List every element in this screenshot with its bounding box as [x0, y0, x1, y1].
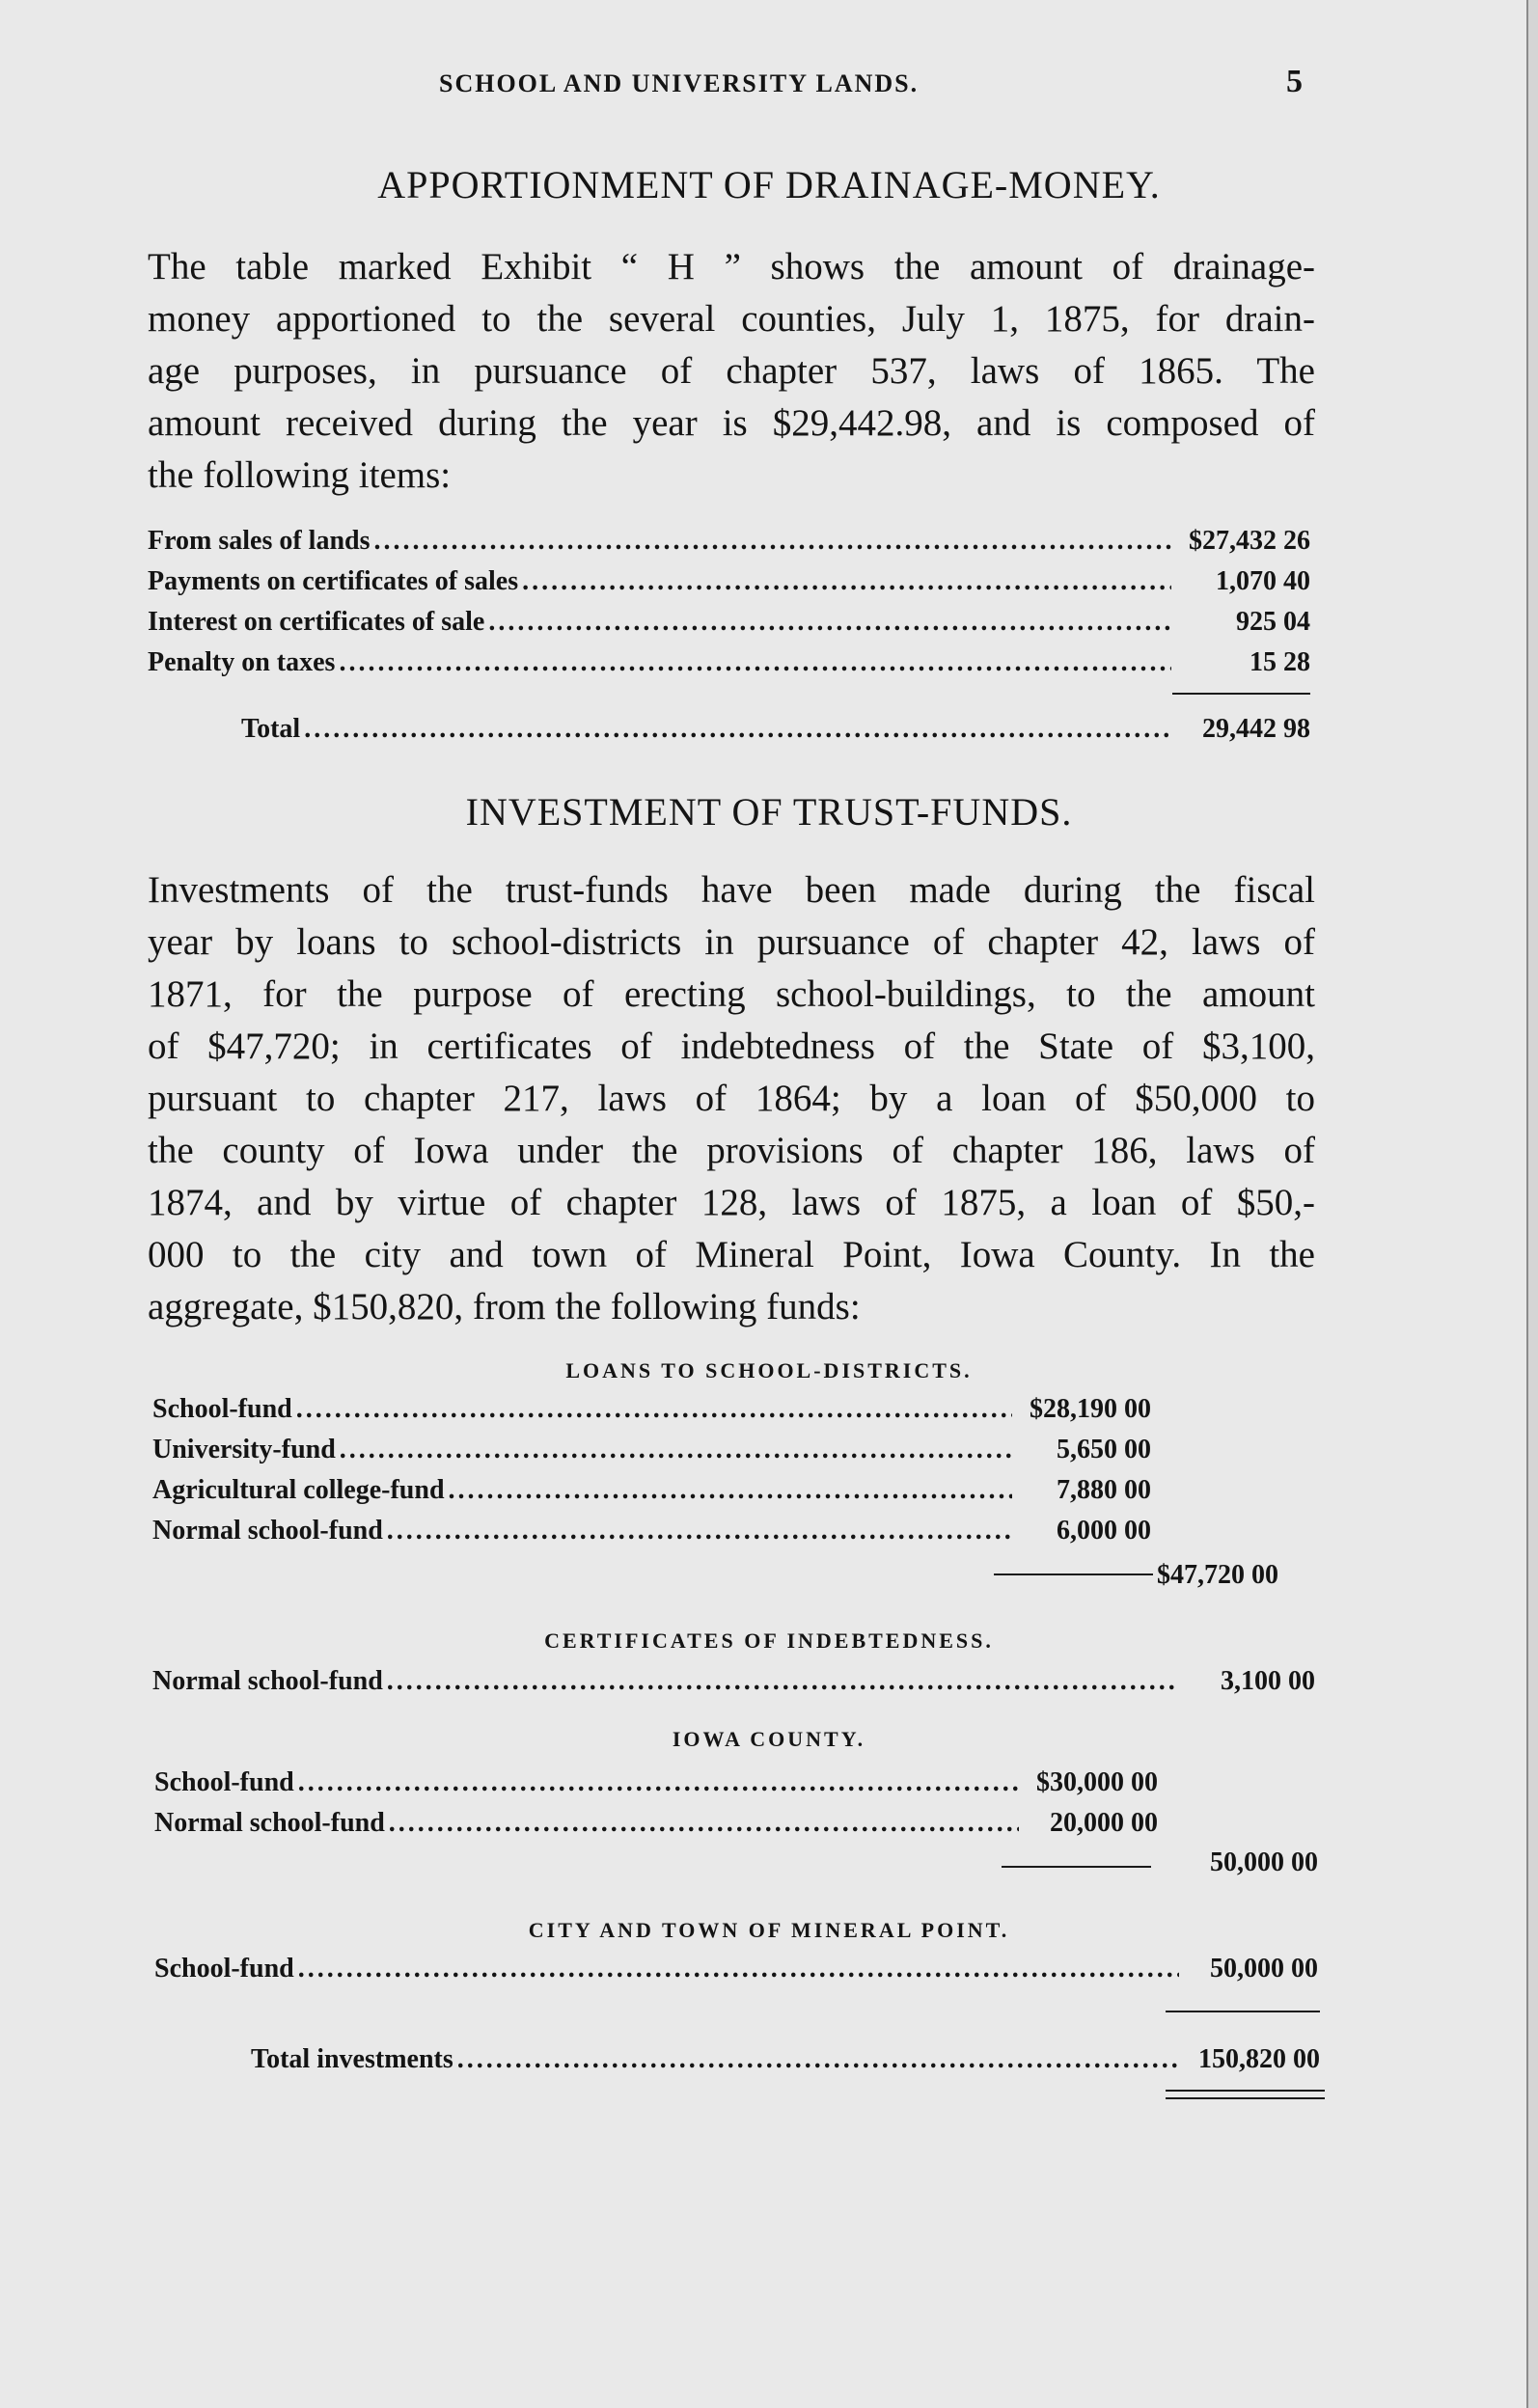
table-row	[152, 1511, 1151, 1551]
double-rule-bottom	[1166, 2097, 1325, 2099]
table-row	[152, 1389, 1151, 1430]
leader-dots	[389, 1803, 1019, 1844]
paragraph-line: the county of Iowa under the provisions of chapter 186, laws of	[148, 1130, 1315, 1171]
item-amount: 5,650 00	[1057, 1435, 1151, 1464]
paragraph-line: money apportioned to the several counties, July 1, 1875, for drain-	[148, 298, 1315, 340]
leader-dots	[298, 1949, 1179, 1989]
item-label: Penalty on taxes	[148, 647, 336, 677]
item-amount: 50,000 00	[1210, 1954, 1318, 1984]
table-row	[148, 561, 1310, 602]
leader-dots	[488, 602, 1171, 643]
table-row	[152, 1430, 1151, 1470]
item-amount: 925 04	[1236, 607, 1310, 637]
item-label: School-fund	[154, 1954, 294, 1984]
table-row	[148, 602, 1310, 643]
item-label: From sales of lands	[148, 526, 371, 556]
leader-dots	[339, 643, 1171, 683]
running-head-title: SCHOOL AND UNIVERSITY LANDS.	[439, 69, 920, 97]
subtotal-rule	[994, 1573, 1153, 1575]
section-heading-investment: INVESTMENT OF TRUST-FUNDS.	[465, 790, 1073, 834]
item-label: Interest on certificates of sale	[148, 607, 485, 637]
loans-subtotal-row	[994, 1555, 1315, 1596]
total-amount: 150,820 00	[1198, 2044, 1320, 2074]
item-label: Normal school-fund	[154, 1808, 385, 1838]
subtotal-amount: $47,720 00	[1157, 1560, 1278, 1590]
subtotal-amount: 50,000 00	[1210, 1847, 1318, 1877]
leader-dots	[374, 521, 1172, 561]
leader-dots	[449, 1470, 1012, 1511]
sum-rule	[1166, 2011, 1320, 2012]
paragraph-line: aggregate, $150,820, from the following funds:	[148, 1286, 861, 1327]
paragraph-line: Investments of the trust-funds have been made during the fiscal	[148, 869, 1315, 911]
table-row	[152, 1661, 1315, 1702]
paragraph-investment	[148, 864, 1315, 1333]
table-row	[154, 1763, 1158, 1803]
drainage-items-table	[148, 521, 1310, 683]
total-label: Total	[241, 714, 301, 744]
paragraph-line: 1871, for the purpose of erecting school-buildings, to the amount	[148, 973, 1315, 1015]
table-row	[154, 1803, 1158, 1844]
leader-dots	[387, 1661, 1176, 1702]
item-label: Payments on certificates of sales	[148, 566, 519, 596]
item-amount: 3,100 00	[1221, 1666, 1315, 1696]
subheading-loans: LOANS TO SCHOOL-DISTRICTS.	[565, 1358, 973, 1382]
item-label: University-fund	[152, 1435, 336, 1464]
paragraph-line: The table marked Exhibit “ H ” shows the amount of drainage-	[148, 246, 1315, 287]
item-amount: $27,432 26	[1189, 526, 1310, 556]
paragraph-line: the following items:	[148, 454, 452, 496]
leader-dots	[457, 2039, 1181, 2080]
item-label: Normal school-fund	[152, 1516, 383, 1546]
leader-dots	[522, 561, 1171, 602]
subheading-certificates: CERTIFICATES OF INDEBTEDNESS.	[544, 1628, 994, 1653]
paragraph-line: pursuant to chapter 217, laws of 1864; by a loan of $50,000 to	[148, 1078, 1315, 1119]
paragraph-line: age purposes, in pursuance of chapter 537, laws of 1865. The	[148, 350, 1315, 392]
investments-total	[251, 2039, 1320, 2080]
paragraph-drainage	[148, 241, 1315, 502]
iowa-county-table	[154, 1763, 1158, 1844]
mineral-point-table	[154, 1949, 1318, 1989]
item-amount: $30,000 00	[1036, 1767, 1158, 1797]
paragraph-line: 1874, and by virtue of chapter 128, laws of 1875, a loan of $50,-	[148, 1182, 1315, 1223]
loans-table	[152, 1389, 1151, 1551]
leader-dots	[298, 1763, 1019, 1803]
leader-dots	[340, 1430, 1012, 1470]
total-label: Total investments	[251, 2044, 453, 2074]
paragraph-line: 000 to the city and town of Mineral Point, Iowa County. In the	[148, 1234, 1315, 1275]
paragraph-line: year by loans to school-districts in pursuance of chapter 42, laws of	[148, 921, 1315, 963]
page-number: 5	[1286, 64, 1305, 99]
table-row	[152, 1470, 1151, 1511]
item-amount: 20,000 00	[1050, 1808, 1158, 1838]
table-row	[148, 643, 1310, 683]
item-label: School-fund	[154, 1767, 294, 1797]
subheading-iowa-county: IOWA COUNTY.	[672, 1727, 866, 1751]
total-row	[251, 2039, 1320, 2080]
drainage-total	[241, 709, 1310, 750]
item-amount: 6,000 00	[1057, 1516, 1151, 1546]
item-label: Agricultural college-fund	[152, 1475, 445, 1505]
item-amount: 7,880 00	[1057, 1475, 1151, 1505]
total-row	[241, 709, 1310, 750]
page-edge	[1526, 0, 1538, 2408]
certificates-table	[152, 1661, 1315, 1702]
sum-rule	[1172, 693, 1310, 695]
iowa-county-subtotal-row	[1161, 1843, 1318, 1883]
paragraph-line: of $47,720; in certificates of indebtedness of the State of $3,100,	[148, 1026, 1315, 1067]
subtotal-rule	[1002, 1866, 1151, 1868]
leader-dots	[296, 1389, 1012, 1430]
item-amount: $28,190 00	[1030, 1394, 1151, 1424]
section-heading-drainage: APPORTIONMENT OF DRAINAGE-MONEY.	[377, 163, 1161, 206]
item-amount: 1,070 40	[1216, 566, 1310, 596]
double-rule-top	[1166, 2090, 1325, 2092]
table-row	[154, 1949, 1318, 1989]
leader-dots	[304, 709, 1171, 750]
paragraph-line: amount received during the year is $29,442.98, and is composed of	[148, 402, 1315, 444]
item-amount: 15 28	[1250, 647, 1310, 677]
table-row	[148, 521, 1310, 561]
subheading-mineral-point: CITY AND TOWN OF MINERAL POINT.	[528, 1918, 1010, 1942]
item-label: Normal school-fund	[152, 1666, 383, 1696]
item-label: School-fund	[152, 1394, 292, 1424]
leader-dots	[387, 1511, 1012, 1551]
total-amount: 29,442 98	[1202, 714, 1310, 744]
